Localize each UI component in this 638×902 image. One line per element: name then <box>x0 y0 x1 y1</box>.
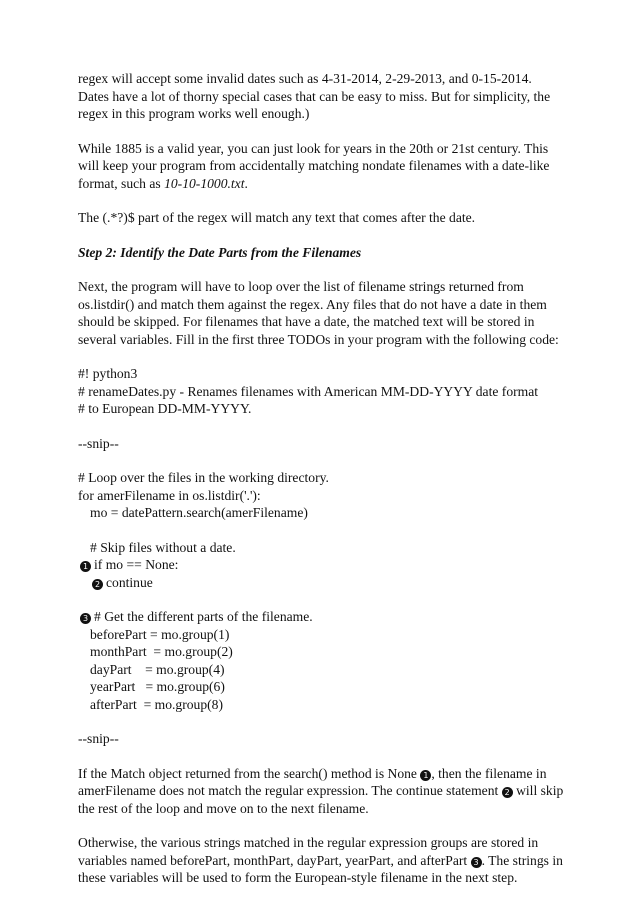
callout-marker-2: 2 <box>92 579 103 590</box>
code-line: mo = datePattern.search(amerFilename) <box>90 505 308 520</box>
code-line: for amerFilename in os.listdir('.'): <box>78 487 261 503</box>
section-heading: Step 2: Identify the Date Parts from the Filenames <box>78 244 362 260</box>
callout-marker-3: 3 <box>80 613 91 624</box>
paragraph-text: will skip the rest of the loop and move on to the next filename. <box>78 783 564 816</box>
paragraph-text: . The strings in these variables will be used to form the European-style filename in the next step. <box>78 852 563 885</box>
code-line: beforePart = mo.group(1) <box>90 626 230 642</box>
paragraph-match-none <box>78 765 564 818</box>
code-line: monthPart = mo.group(2) <box>90 644 233 659</box>
paragraph-year-range <box>78 140 564 193</box>
code-line: yearPart = mo.group(6) <box>90 679 225 694</box>
code-line: # Loop over the files in the working directory. <box>78 470 329 485</box>
paragraph-year-range-end: . <box>244 175 248 191</box>
paragraph-text: If the Match object returned from the search() method is None <box>78 765 421 781</box>
example-filename: 10-10-1000.txt <box>164 175 245 191</box>
code-line: #! python3 <box>78 366 138 381</box>
paragraph-text: Otherwise, the various strings matched in the regular expression groups are stored in variables named beforePart, monthPart, dayPart, yearPart, and afterPart <box>78 835 539 868</box>
code-block <box>78 365 564 748</box>
paragraph-text: , then the filename in amerFilename does not match the regular expression. The continue statement <box>78 765 547 798</box>
code-line-text: # Get the different parts of the filename. <box>94 609 313 624</box>
callout-marker-1: 1 <box>420 770 431 781</box>
code-line: # Skip files without a date. <box>90 539 236 555</box>
callout-marker-1: 1 <box>80 561 91 572</box>
code-line: # renameDates.py - Renames filenames with American MM-DD-YYYY date format <box>78 383 539 399</box>
code-line: dayPart = mo.group(4) <box>90 661 225 677</box>
paragraph-groups-stored <box>78 834 564 887</box>
paragraph-year-range-text: While 1885 is a valid year, you can just look for years in the 20th or 21st century. This will keep your program from accidentally matching nondate filenames with a date-like format, such as <box>78 140 550 191</box>
code-snip: --snip-- <box>78 731 119 746</box>
code-line <box>78 574 564 592</box>
paragraph-regex-suffix: The (.*?)$ part of the regex will match any text that comes after the date. <box>78 210 476 225</box>
code-line <box>78 608 564 626</box>
code-line-text: continue <box>106 574 153 590</box>
document-page <box>78 70 564 887</box>
code-snip: --snip-- <box>78 435 119 451</box>
code-line: # to European DD-MM-YYYY. <box>78 401 252 416</box>
callout-marker-3: 3 <box>471 857 482 868</box>
callout-marker-2: 2 <box>502 787 513 798</box>
paragraph-regex-note: regex will accept some invalid dates such as 4-31-2014, 2-29-2013, and 0-15-2014. Dates have a lot of thorny special cases that can be easy to miss. But for simplicity, the regex in this program works well enough.) <box>78 71 551 121</box>
paragraph-loop-intro: Next, the program will have to loop over the list of filename strings returned from os.listdir() and match them against the regex. Any files that do not have a date in them should be skipped. For filenames that have a date, the matched text will be stored in several variables. Fill in the first three TODOs in your program with the following code: <box>78 279 559 347</box>
code-line-text: if mo == None: <box>94 557 179 572</box>
code-line <box>78 556 564 574</box>
code-line: afterPart = mo.group(8) <box>90 696 223 712</box>
